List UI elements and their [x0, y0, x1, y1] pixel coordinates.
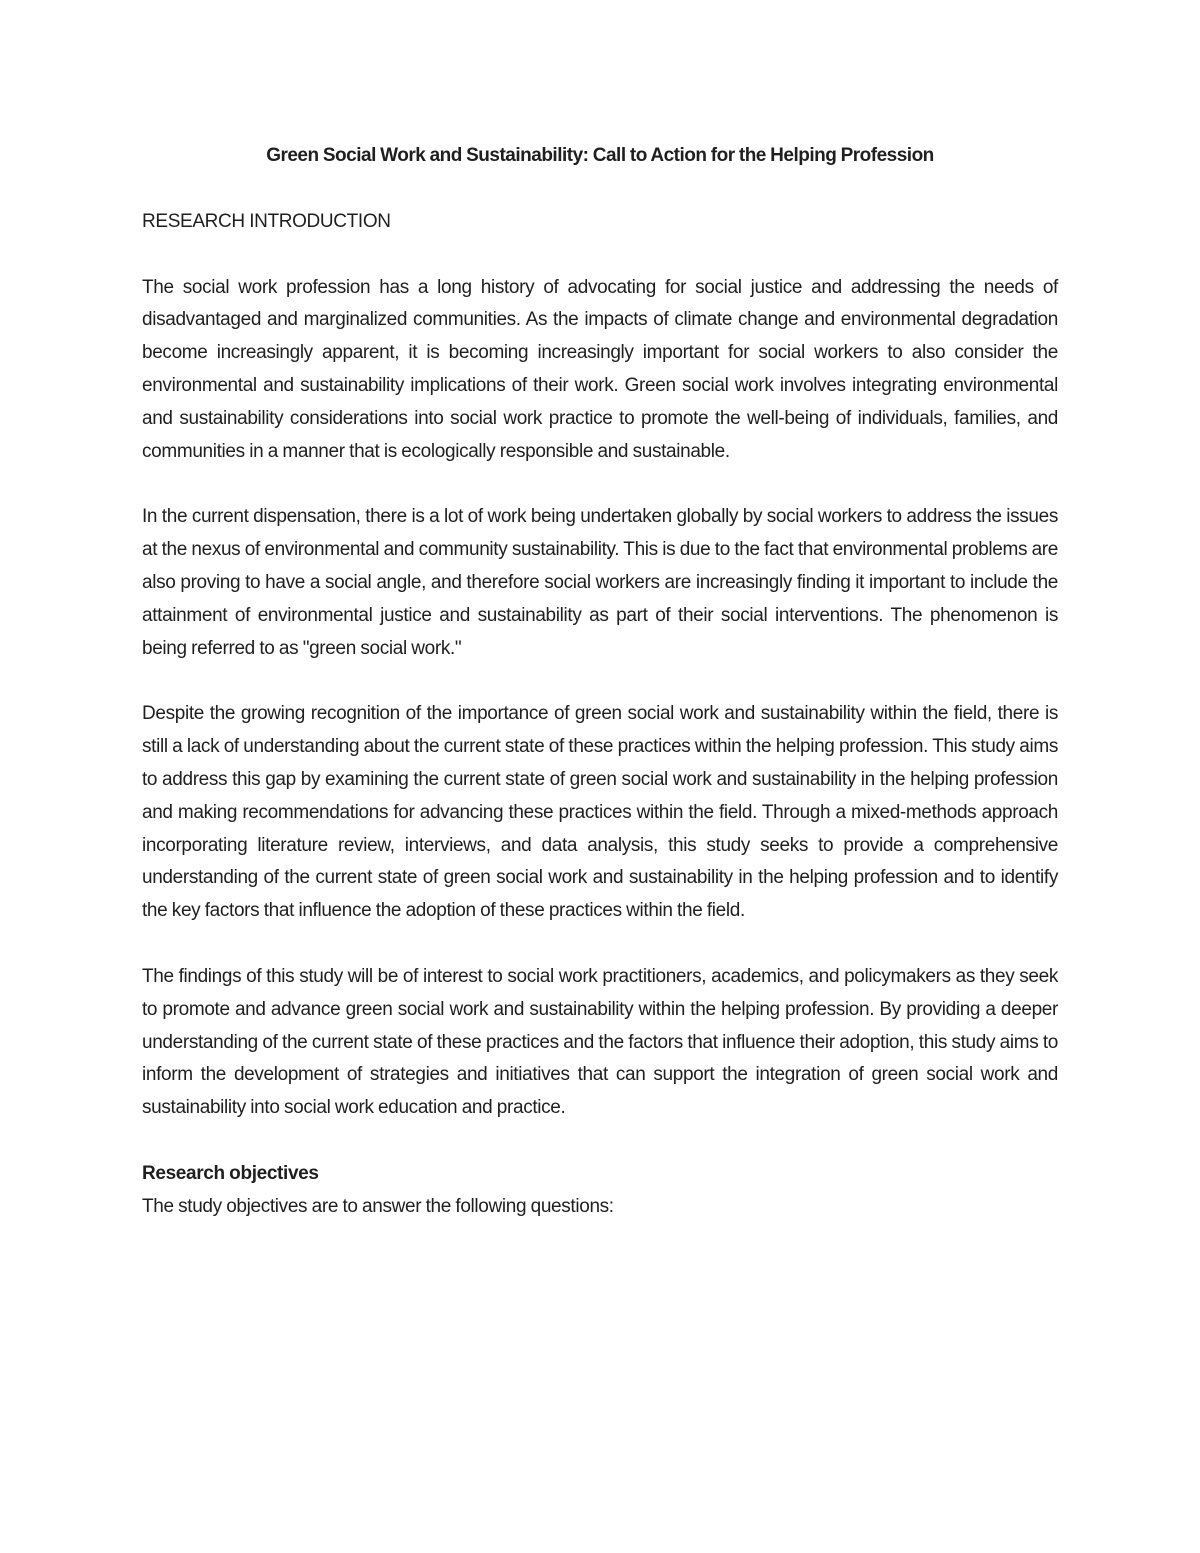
paragraph-4: The findings of this study will be of interest to social work practitioners, academics, and policymakers as they seek to promote and advance green social work and sustainability within the helping profession. By providing a deeper understanding of the current state of these practices and the factors that influence their adoption, this study aims to inform the development of strategies and initiatives that can support the integration of green social work and sustainability into social work education and practice. — [142, 965, 1058, 1119]
research-objectives-heading: Research objectives — [142, 1162, 319, 1184]
research-objectives-lead: The study objectives are to answer the following questions: — [142, 1195, 614, 1217]
document-title: Green Social Work and Sustainability: Call to Action for the Helping Profession — [266, 145, 934, 166]
paragraph-1: The social work profession has a long history of advocating for social justice and addressing the needs of disadvantaged and marginalized communities. As the impacts of climate change and environmental degradation become increasingly apparent, it is becoming increasingly important for social workers to also consider the environmental and sustainability implications of their work. Green social work involves integrating environmental and sustainability considerations into social work practice to promote the well-being of individuals, families, and communities in a manner that is ecologically responsible and sustainable. — [142, 276, 1058, 462]
section-heading-research-introduction: RESEARCH INTRODUCTION — [142, 210, 391, 232]
paragraph-3: Despite the growing recognition of the importance of green social work and sustainability within the field, there is still a lack of understanding about the current state of these practices within the helping profession. This study aims to address this gap by examining the current state of green social work and sustainability in the helping profession and making recommendations for advancing these practices within the field. Through a mixed-methods approach incorporating literature review, interviews, and data analysis, this study seeks to provide a comprehensive understanding of the current state of green social work and sustainability in the helping profession and to identify the key factors that influence the adoption of these practices within the field. — [142, 703, 1058, 922]
document-page — [142, 140, 1058, 1224]
paragraph-2: In the current dispensation, there is a lot of work being undertaken globally by social workers to address the issues at the nexus of environmental and community sustainability. This is due to the fact that environmental problems are also proving to have a social angle, and therefore social workers are increasingly finding it important to include the attainment of environmental justice and sustainability as part of their social interventions. The phenomenon is being referred to as "green social work." — [142, 506, 1058, 659]
